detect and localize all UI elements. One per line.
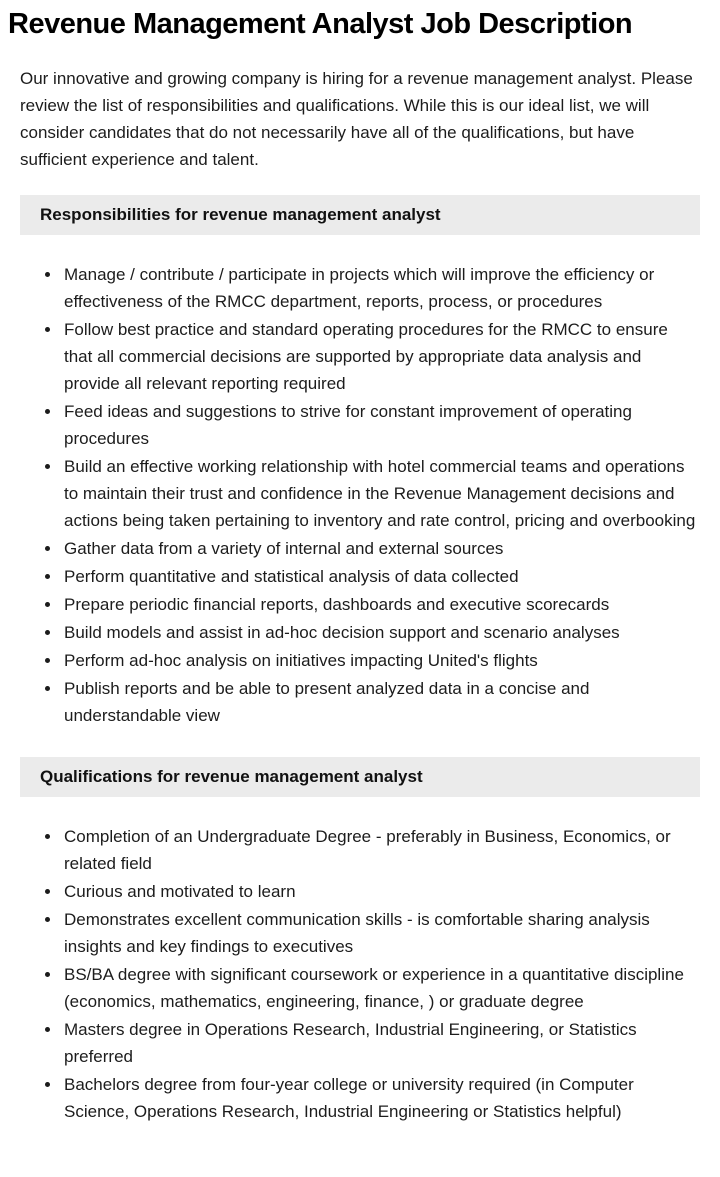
list-item: • Gather data from a variety of internal and external sources [62, 535, 698, 562]
list-item: • Publish reports and be able to present analyzed data in a concise and understandable view [62, 675, 698, 729]
list-item: • Demonstrates excellent communication skills - is comfortable sharing analysis insights and key findings to executives [62, 906, 698, 960]
list-item: • Build models and assist in ad-hoc decision support and scenario analyses [62, 619, 698, 646]
responsibilities-section-heading [20, 195, 700, 235]
page-title: Revenue Management Analyst Job Description [8, 8, 633, 40]
list-item: • Completion of an Undergraduate Degree - preferably in Business, Economics, or related field [62, 823, 698, 877]
list-item: • Follow best practice and standard operating procedures for the RMCC to ensure that all commercial decisions are supported by appropriate data analysis and provide all relevant reporting required [62, 316, 698, 397]
list-item: • Curious and motivated to learn [62, 878, 698, 905]
list-item: • Build an effective working relationship with hotel commercial teams and operations to maintain their trust and confidence in the Revenue Management decisions and actions being taken pertaining to inventory and rate control, pricing and overbooking [62, 453, 698, 534]
list-item: • Feed ideas and suggestions to strive for constant improvement of operating procedures [62, 398, 698, 452]
list-item: • Masters degree in Operations Research, Industrial Engineering, or Statistics preferred [62, 1016, 698, 1070]
qualifications-list [20, 823, 698, 1125]
responsibilities-list [20, 261, 698, 729]
list-item: • Perform ad-hoc analysis on initiatives impacting United's flights [62, 647, 698, 674]
list-item: • Bachelors degree from four-year college or university required (in Computer Science, Operations Research, Industrial Engineering or Statistics helpful) [62, 1071, 698, 1125]
qualifications-heading-text: Qualifications for revenue management analyst [40, 767, 423, 787]
list-item: • BS/BA degree with significant coursework or experience in a quantitative discipline (economics, mathematics, engineering, finance, ) or graduate degree [62, 961, 698, 1015]
intro-paragraph: Our innovative and growing company is hiring for a revenue management analyst. Please review the list of responsibilities and qualifications. While this is our ideal list, we will consider candidates that do not necessarily have all of the qualifications, but have sufficient experience and talent. [20, 69, 693, 170]
list-item: • Perform quantitative and statistical analysis of data collected [62, 563, 698, 590]
list-item: • Manage / contribute / participate in projects which will improve the efficiency or effectiveness of the RMCC department, reports, process, or procedures [62, 261, 698, 315]
list-item: • Prepare periodic financial reports, dashboards and executive scorecards [62, 591, 698, 618]
responsibilities-heading-text: Responsibilities for revenue management analyst [40, 205, 441, 225]
qualifications-section-heading [20, 757, 700, 797]
